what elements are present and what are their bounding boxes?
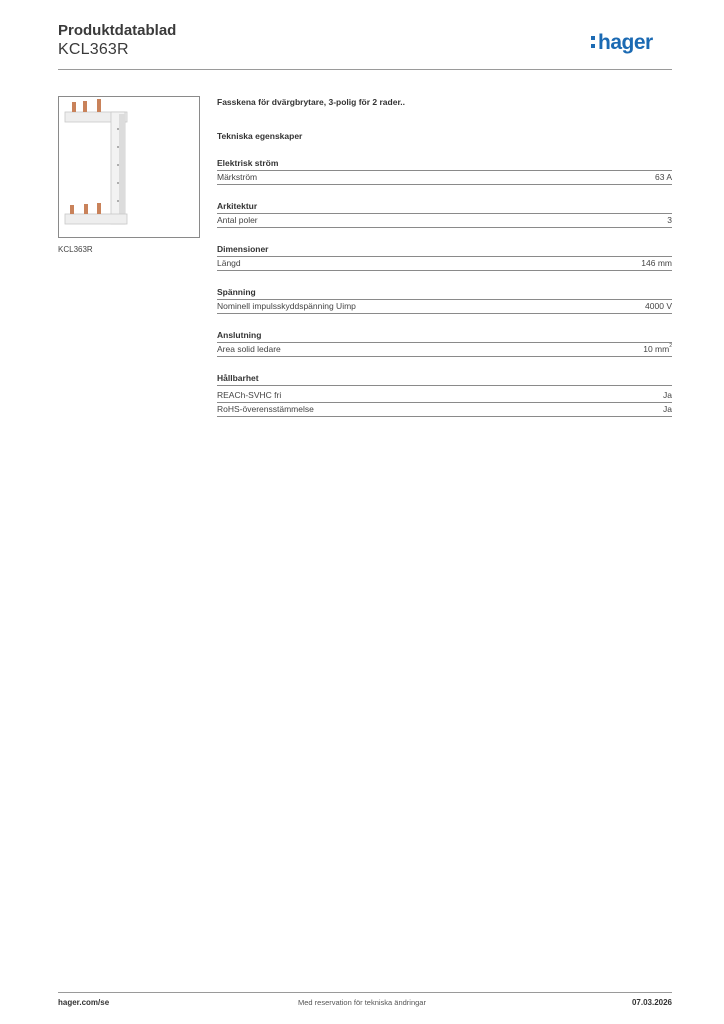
spec-label: Längd bbox=[217, 258, 241, 268]
image-caption: KCL363R bbox=[58, 245, 93, 254]
spec-value-container bbox=[643, 343, 672, 355]
spec-value: 63 A bbox=[654, 172, 672, 182]
spec-row bbox=[217, 171, 672, 185]
spec-row bbox=[217, 389, 672, 403]
spec-label: Antal poler bbox=[217, 215, 258, 225]
spec-value: 3 bbox=[667, 215, 672, 225]
footer-notice: Med reservation för tekniska ändringar bbox=[298, 998, 426, 1007]
spec-group-title: Elektrisk ström bbox=[217, 157, 672, 171]
footer-date: 07.03.2026 bbox=[631, 998, 672, 1007]
spec-group-voltage bbox=[217, 286, 672, 314]
spec-row bbox=[217, 257, 672, 271]
spec-value: 4000 V bbox=[645, 301, 672, 311]
spec-value: 10 mm bbox=[643, 344, 670, 354]
spec-row bbox=[217, 343, 672, 357]
hager-logo-icon bbox=[590, 30, 672, 54]
spec-value: Ja bbox=[663, 390, 672, 400]
spec-group-title: Spänning bbox=[217, 286, 672, 300]
spec-group-title: Hållbarhet bbox=[217, 372, 672, 386]
spec-row bbox=[217, 403, 672, 417]
spec-value-superscript: 2 bbox=[669, 343, 672, 349]
spec-group-title: Arkitektur bbox=[217, 200, 672, 214]
spec-label: Nominell impulsskyddspänning Uimp bbox=[217, 301, 356, 311]
spec-value: Ja bbox=[663, 404, 672, 414]
spec-row bbox=[217, 300, 672, 314]
spec-group-architecture bbox=[217, 200, 672, 228]
spec-group-title: Anslutning bbox=[217, 329, 672, 343]
footer-website-link[interactable]: hager.com/se bbox=[58, 998, 110, 1007]
product-image bbox=[58, 96, 200, 238]
product-description: Fasskena för dvärgbrytare, 3-polig för 2 rader.. bbox=[217, 97, 406, 107]
spec-value: 146 mm bbox=[641, 258, 672, 268]
page-title: Produktdatablad bbox=[58, 22, 177, 39]
spec-group-electrical bbox=[217, 157, 672, 185]
spec-row bbox=[217, 214, 672, 228]
busbar-product-image-icon bbox=[59, 97, 199, 237]
spec-group-sustainability bbox=[217, 372, 672, 417]
section-title: Tekniska egenskaper bbox=[217, 131, 303, 141]
footer-divider bbox=[58, 992, 672, 993]
spec-group-connection bbox=[217, 329, 672, 357]
spec-label: RoHS-överensstämmelse bbox=[217, 404, 314, 414]
product-details bbox=[217, 96, 672, 417]
spec-group-dimensions bbox=[217, 243, 672, 271]
spec-group-title: Dimensioner bbox=[217, 243, 672, 257]
product-code: KCL363R bbox=[58, 41, 129, 58]
spec-label: Area solid ledare bbox=[217, 344, 281, 354]
header-divider bbox=[58, 69, 672, 70]
svg-text:hager: hager bbox=[598, 31, 653, 54]
spec-label: Märkström bbox=[217, 172, 258, 182]
spec-label: REACh-SVHC fri bbox=[217, 390, 282, 400]
page-header bbox=[58, 22, 672, 70]
